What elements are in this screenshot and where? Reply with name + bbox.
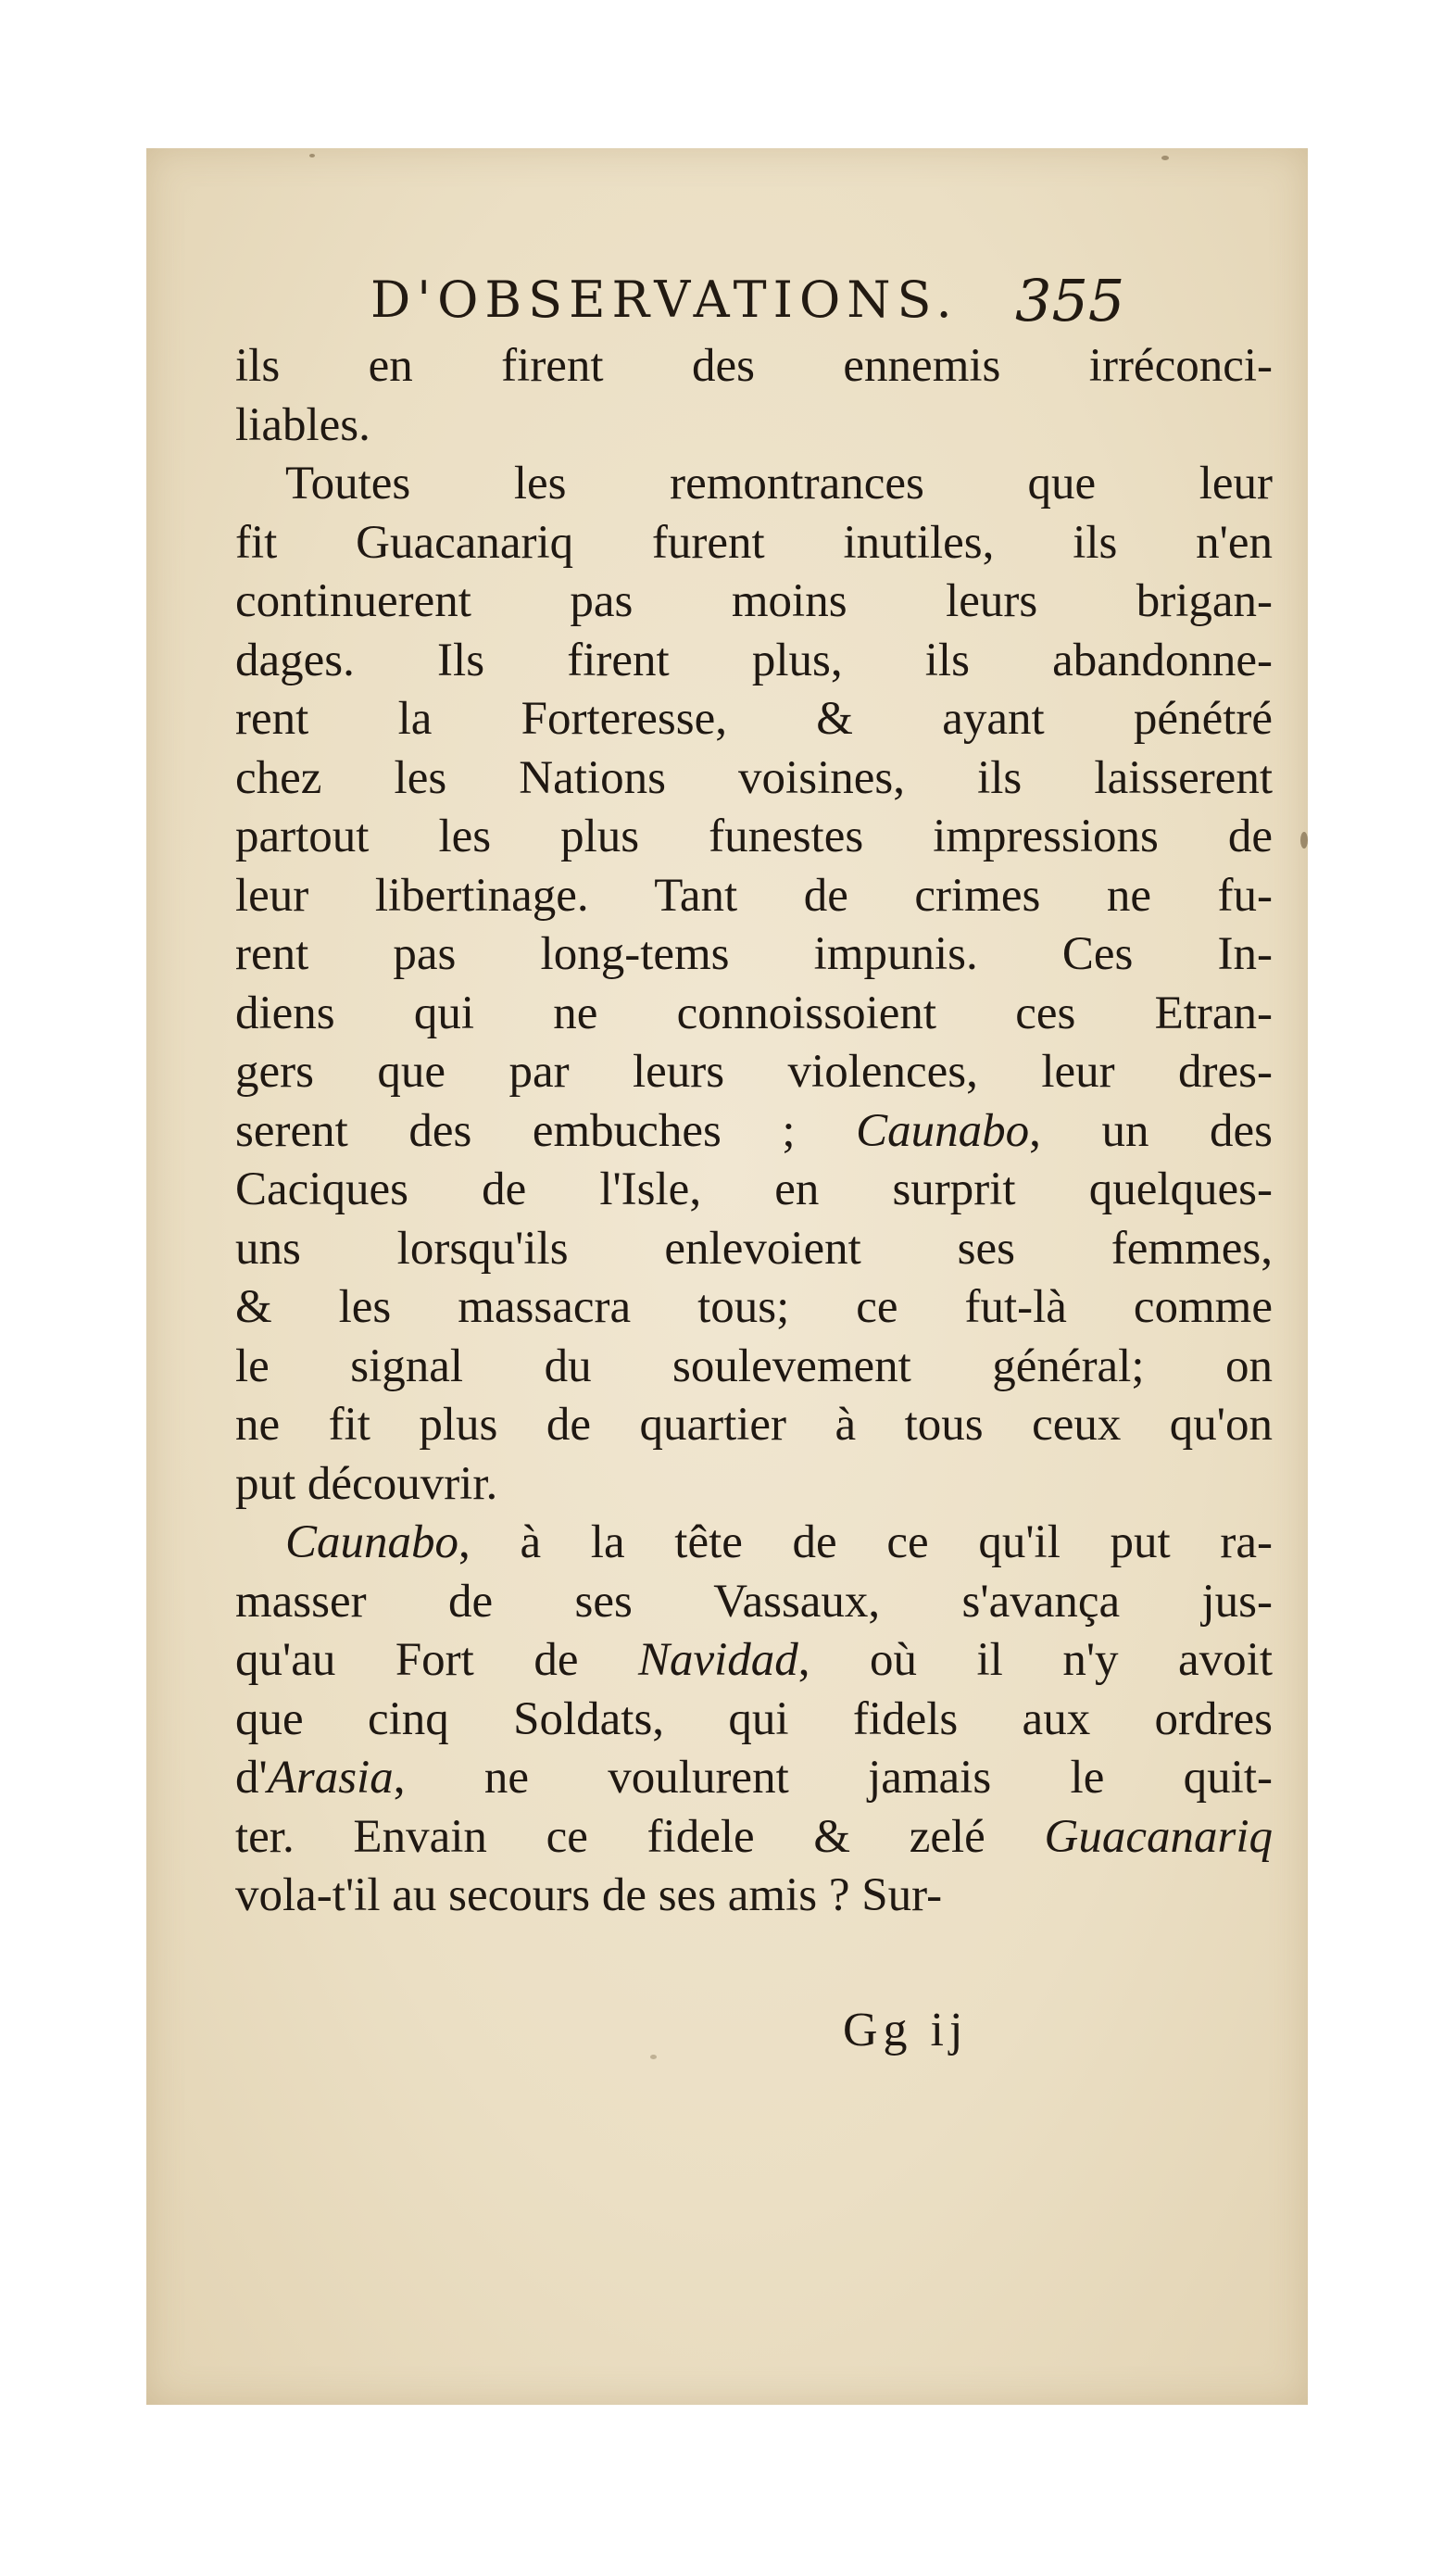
page-number: 355 [1015,267,1125,334]
text-line [235,632,1273,691]
text-line [235,1691,1273,1750]
line-segment: put découvrir. [235,1457,498,1510]
body-text [235,337,1273,1926]
text-line [235,749,1273,809]
line-segment: partout les plus funestes impressions de [235,811,1273,862]
text-line [235,1514,1273,1573]
italic-name: Navidad [637,1634,798,1686]
line-segment: , un des [1029,1104,1273,1157]
text-line [235,455,1273,514]
running-title: D'OBSERVATIONS. [370,270,959,329]
line-segment: le signal du soulevement général; on [235,1339,1273,1392]
italic-name: Guacanariq [1044,1810,1273,1863]
line-segment: , à la tête de ce qu'il put ra- [458,1516,1273,1568]
line-segment: rent la Forteresse, & ayant pénétré [235,693,1273,745]
text-line [235,1396,1273,1455]
line-segment: serent des embuches ; [235,1104,857,1157]
book-page [146,148,1308,2405]
text-line [235,1102,1273,1162]
text-line [235,925,1273,985]
text-line [235,1749,1273,1808]
line-segment: rent pas long-tems impunis. Ces In- [235,928,1273,980]
text-line [235,1573,1273,1632]
line-segment: fit Guacanariq furent inutiles, ils n'en [235,516,1273,569]
catchword: Gg ij [843,2004,969,2056]
text-line [235,1220,1273,1279]
text-line [235,396,1273,456]
text-line [235,690,1273,749]
line-segment: liables. [235,398,370,451]
line-segment: qu'au Fort de [235,1634,638,1686]
line-segment: ne fit plus de quartier à tous ceux qu'on [235,1399,1273,1451]
line-segment: dages. Ils firent plus, ils abandonne- [235,634,1273,686]
paragraph [235,455,1273,1514]
text-line [235,337,1273,396]
italic-name: Caunabo [856,1104,1030,1157]
italic-name: Arasia [267,1752,394,1804]
text-line [235,1631,1273,1691]
text-line [235,514,1273,573]
paragraph [235,1514,1273,1926]
line-segment: d' [235,1752,268,1804]
paper-speck [1161,156,1169,160]
line-segment: continuerent pas moins leurs brigan- [235,575,1273,627]
text-line [235,985,1273,1044]
text-line [235,1808,1273,1868]
line-segment: chez les Nations voisines, ils laisserent [235,751,1273,804]
text-line [235,1338,1273,1397]
line-segment: leur libertinage. Tant de crimes ne fu- [235,869,1273,922]
text-line [235,1867,1273,1926]
paragraph [235,337,1273,455]
paper-speck [1300,832,1308,849]
line-segment: , où il n'y avoit [797,1634,1273,1686]
running-head [146,267,1308,341]
text-line [235,808,1273,867]
line-segment: ter. Envain ce fidele & zelé [235,1810,1045,1863]
line-segment: Caciques de l'Isle, en surprit quelques- [235,1163,1273,1215]
line-segment: gers que par leurs violences, leur dres- [235,1046,1273,1098]
line-segment: que cinq Soldats, qui fidels aux ordres [235,1692,1273,1745]
text-line [235,572,1273,632]
line-segment: uns lorsqu'ils enlevoient ses femmes, [235,1222,1273,1275]
line-segment: & les massacra tous; ce fut-là comme [235,1281,1273,1333]
text-line [235,1455,1273,1515]
text-line [235,1043,1273,1102]
text-line [235,867,1273,926]
line-segment: diens qui ne connoissoient ces Etran- [235,987,1273,1039]
line-segment: vola-t'il au secours de ses amis ? Sur- [235,1869,943,1921]
line-segment: , ne voulurent jamais le quit- [393,1752,1273,1804]
paper-speck [309,154,315,157]
line-segment: masser de ses Vassaux, s'avança jus- [235,1575,1273,1628]
paper-speck [650,2055,657,2059]
text-line [235,1278,1273,1338]
line-segment: Toutes les remontrances que leur [285,458,1273,509]
line-segment: ils en firent des ennemis irréconci- [235,340,1273,392]
text-line [235,1161,1273,1220]
italic-name: Caunabo [285,1516,459,1568]
